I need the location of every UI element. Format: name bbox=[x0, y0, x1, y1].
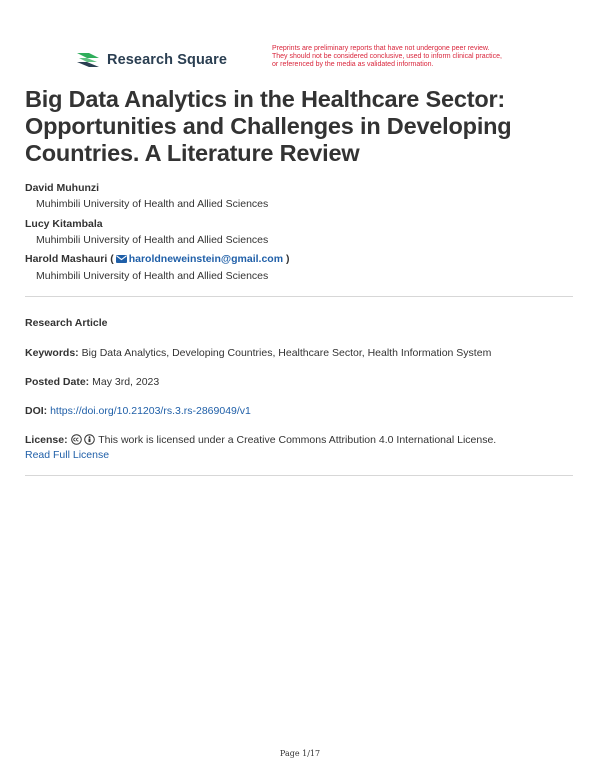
research-square-logo-icon bbox=[75, 49, 101, 71]
logo-text: Research Square bbox=[107, 52, 227, 68]
read-full-license-link[interactable]: Read Full License bbox=[25, 449, 110, 461]
page-number: Page 1/17 bbox=[279, 749, 321, 758]
author-affiliation: Muhimbili University of Health and Allied Sciences bbox=[36, 270, 269, 282]
doi-link[interactable]: https://doi.org/10.21203/rs.3.rs-2869049/v1 bbox=[50, 405, 251, 417]
license bbox=[25, 433, 575, 463]
posted-date bbox=[25, 375, 575, 390]
license-label: License: bbox=[25, 434, 68, 446]
keywords bbox=[25, 346, 575, 361]
author-affiliation: Muhimbili University of Health and Allied Sciences bbox=[36, 234, 269, 246]
disclaimer-line: Preprints are preliminary reports that have not undergone peer review. bbox=[272, 45, 490, 52]
author-name: David Muhunzi bbox=[25, 182, 100, 194]
research-square-logo[interactable] bbox=[75, 48, 227, 72]
mail-icon bbox=[116, 255, 127, 263]
divider bbox=[25, 296, 573, 297]
creative-commons-icon bbox=[71, 434, 82, 445]
author-name: Harold Mashauri bbox=[25, 253, 108, 265]
posted-date-value: May 3rd, 2023 bbox=[92, 376, 160, 388]
divider bbox=[25, 475, 573, 476]
preprint-disclaimer bbox=[272, 45, 572, 69]
doi bbox=[25, 404, 575, 419]
keywords-label: Keywords: bbox=[25, 347, 79, 359]
article-type: Research Article bbox=[25, 317, 108, 329]
corresponding-author: Harold Mashauri ( haroldneweinstein@gmail.com ) bbox=[25, 253, 290, 265]
doi-label: DOI: bbox=[25, 405, 48, 417]
license-text: This work is licensed under a Creative Commons Attribution 4.0 International License. bbox=[98, 434, 497, 446]
disclaimer-line: or referenced by the media as validated information. bbox=[272, 61, 434, 68]
paper-title: Big Data Analytics in the Healthcare Sector: Opportunities and Challenges in Developing Countries. A Literature Review bbox=[25, 86, 512, 166]
author-name: Lucy Kitambala bbox=[25, 218, 103, 230]
attribution-icon bbox=[84, 434, 95, 445]
author-email-link[interactable]: haroldneweinstein@gmail.com bbox=[128, 253, 284, 265]
disclaimer-line: They should not be considered conclusive, used to inform clinical practice, bbox=[272, 53, 502, 60]
keywords-value: Big Data Analytics, Developing Countries, Healthcare Sector, Health Information System bbox=[81, 347, 492, 359]
posted-date-label: Posted Date: bbox=[25, 376, 90, 388]
author-affiliation: Muhimbili University of Health and Allied Sciences bbox=[36, 198, 269, 210]
